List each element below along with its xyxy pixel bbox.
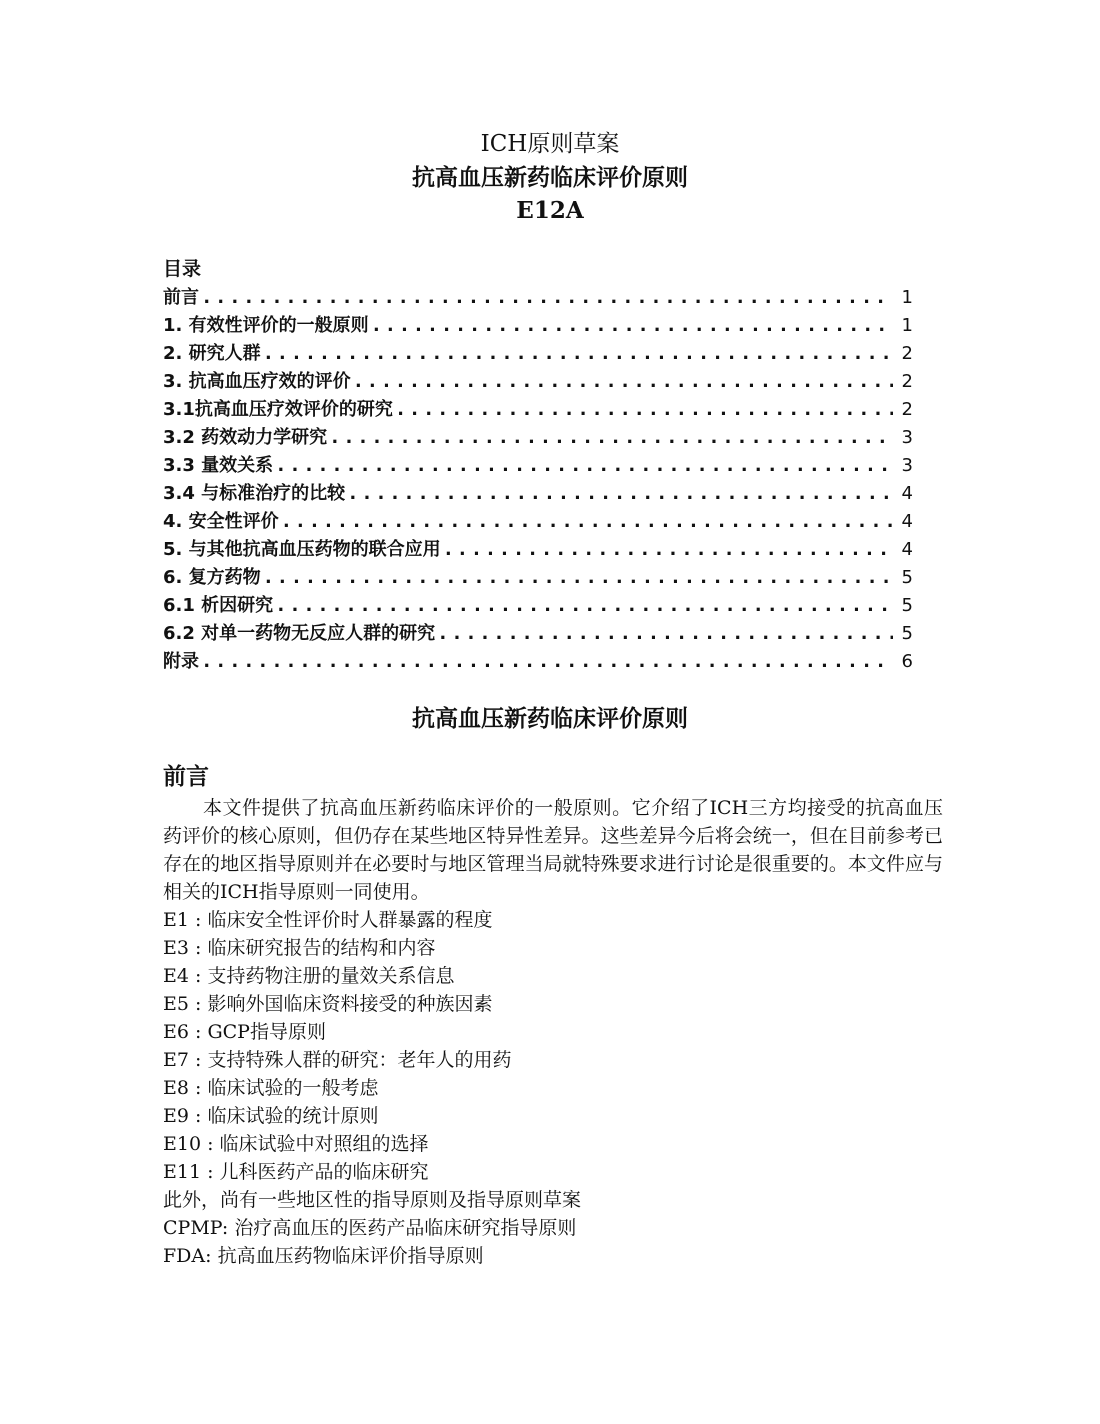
toc-entry-page: 1: [901, 315, 913, 336]
ref-separator: :: [188, 965, 208, 987]
ref-text: 抗高血压药物临床评价指导原则: [217, 1245, 484, 1267]
toc-entry[interactable]: [163, 395, 913, 423]
ich-reference-item: [163, 1102, 943, 1130]
regional-guideline-item: [163, 1242, 943, 1270]
toc-entry-page: 3: [901, 427, 913, 448]
toc-entry-page: 5: [901, 595, 913, 616]
ref-code: E10: [163, 1133, 202, 1155]
toc-entry[interactable]: [163, 647, 913, 675]
ref-code: E3: [163, 937, 189, 959]
toc-entry-label: 前言: [163, 287, 199, 308]
toc-entry-label: 附录: [163, 651, 199, 672]
ref-text: 支持特殊人群的研究：老年人的用药: [207, 1049, 512, 1071]
document-title: 抗高血压新药临床评价原则: [412, 164, 688, 191]
section-title: 抗高血压新药临床评价原则: [412, 705, 688, 732]
toc-entry-page: 1: [901, 287, 913, 308]
toc-leader-dots: [437, 619, 893, 647]
ref-separator: :: [188, 937, 208, 959]
preface-heading: 前言: [163, 763, 209, 790]
ich-reference-item: [163, 934, 943, 962]
toc-leader-dots: [275, 591, 893, 619]
toc-entry[interactable]: [163, 563, 913, 591]
toc-entry[interactable]: [163, 451, 913, 479]
ref-code: E11: [163, 1161, 202, 1183]
toc-entry[interactable]: [163, 339, 913, 367]
ich-reference-item: [163, 990, 943, 1018]
toc-entry[interactable]: [163, 591, 913, 619]
regional-guidelines-intro: 此外，尚有一些地区性的指导原则及指导原则草案: [163, 1189, 582, 1211]
toc-entry-label: 6. 复方药物: [163, 567, 261, 588]
toc-leader-dots: [371, 311, 893, 339]
ref-separator: :: [201, 1133, 220, 1155]
ref-text: 治疗高血压的医药产品临床研究指导原则: [234, 1217, 577, 1239]
toc-leader-dots: [395, 395, 893, 423]
toc-entry[interactable]: [163, 367, 913, 395]
ref-text: 临床研究报告的结构和内容: [207, 937, 436, 959]
ref-separator: :: [221, 1217, 235, 1239]
toc-entry-label: 4. 安全性评价: [163, 511, 279, 532]
ref-text: GCP指导原则: [207, 1021, 326, 1043]
toc-entry[interactable]: [163, 311, 913, 339]
ref-code: E5: [163, 993, 189, 1015]
toc-entry-label: 6.2 对单一药物无反应人群的研究: [163, 623, 436, 644]
toc-entry-page: 5: [901, 623, 913, 644]
toc-entry-page: 4: [901, 539, 913, 560]
ref-separator: :: [188, 1021, 208, 1043]
toc-leader-dots: [263, 563, 893, 591]
toc-entry-page: 2: [901, 371, 913, 392]
ref-separator: :: [205, 1245, 218, 1267]
regional-guideline-list: [163, 1214, 943, 1270]
toc-entry-label: 3. 抗高血压疗效的评价: [163, 371, 351, 392]
ref-separator: :: [188, 1049, 208, 1071]
ref-code: E8: [163, 1077, 189, 1099]
ich-reference-item: [163, 1018, 943, 1046]
preface-paragraph: 本文件提供了抗高血压新药临床评价的一般原则。它介绍了ICH三方均接受的抗高血压药评价的核心原则，但仍存在某些地区特异性差异。这些差异今后将会统一，但在目前参考已存在的地区指导原则并在必要时与地区管理当局就特殊要求进行讨论是很重要的。本文件应与相关的ICH指导原则一同使用。: [163, 797, 943, 903]
toc-entry-page: 5: [901, 567, 913, 588]
ref-code: E6: [163, 1021, 189, 1043]
toc-entry[interactable]: [163, 507, 913, 535]
toc-leader-dots: [443, 535, 893, 563]
ref-code: E1: [163, 909, 189, 931]
ich-reference-list: [163, 906, 943, 1186]
ref-code: E7: [163, 1049, 189, 1071]
document-category: ICH原则草案: [480, 131, 620, 157]
ref-text: 临床试验中对照组的选择: [219, 1133, 429, 1155]
toc-entry-page: 3: [901, 455, 913, 476]
ich-reference-item: [163, 906, 943, 934]
ref-code: E9: [163, 1105, 189, 1127]
regional-guideline-item: [163, 1214, 943, 1242]
toc-entry-label: 3.4 与标准治疗的比较: [163, 483, 346, 504]
preface-section: [163, 760, 943, 1270]
toc-leader-dots: [263, 339, 893, 367]
ref-code: FDA: [163, 1245, 206, 1267]
toc-leader-dots: [275, 451, 893, 479]
toc-leader-dots: [201, 283, 893, 311]
toc-entry[interactable]: [163, 283, 913, 311]
ref-separator: :: [188, 993, 208, 1015]
ref-separator: :: [188, 909, 208, 931]
toc-entry-page: 2: [901, 343, 913, 364]
ich-reference-item: [163, 1074, 943, 1102]
toc-entry-page: 6: [901, 651, 913, 672]
toc-entry[interactable]: [163, 479, 913, 507]
ref-separator: :: [201, 1161, 220, 1183]
toc-leader-dots: [347, 479, 893, 507]
ich-reference-item: [163, 1130, 943, 1158]
toc-entry[interactable]: [163, 535, 913, 563]
table-of-contents: [163, 255, 913, 675]
toc-entry[interactable]: [163, 619, 913, 647]
toc-entry-label: 3.2 药效动力学研究: [163, 427, 328, 448]
ref-text: 支持药物注册的量效关系信息: [207, 965, 455, 987]
toc-leader-dots: [329, 423, 893, 451]
toc-entry-page: 2: [901, 399, 913, 420]
toc-entry-page: 4: [901, 511, 913, 532]
document-title-block: [0, 128, 1100, 227]
ich-reference-item: [163, 1158, 943, 1186]
toc-entry-label: 2. 研究人群: [163, 343, 261, 364]
toc-heading: 目录: [163, 258, 202, 280]
document-code: E12A: [516, 197, 584, 224]
ref-text: 影响外国临床资料接受的种族因素: [207, 993, 493, 1015]
toc-entry[interactable]: [163, 423, 913, 451]
toc-entry-label: 3.1抗高血压疗效评价的研究: [163, 399, 393, 420]
toc-leader-dots: [353, 367, 893, 395]
toc-leader-dots: [281, 507, 893, 535]
ref-text: 临床试验的一般考虑: [207, 1077, 379, 1099]
ref-code: CPMP: [163, 1217, 222, 1239]
toc-entry-label: 5. 与其他抗高血压药物的联合应用: [163, 539, 441, 560]
ich-reference-item: [163, 1046, 943, 1074]
toc-entry-page: 4: [901, 483, 913, 504]
ref-separator: :: [188, 1077, 208, 1099]
ref-separator: :: [188, 1105, 208, 1127]
toc-entry-label: 6.1 析因研究: [163, 595, 274, 616]
toc-entry-label: 3.3 量效关系: [163, 455, 274, 476]
ref-text: 临床试验的统计原则: [207, 1105, 379, 1127]
ref-text: 儿科医药产品的临床研究: [219, 1161, 429, 1183]
toc-leader-dots: [201, 647, 893, 675]
toc-entry-label: 1. 有效性评价的一般原则: [163, 315, 369, 336]
ref-code: E4: [163, 965, 189, 987]
ref-text: 临床安全性评价时人群暴露的程度: [207, 909, 493, 931]
ich-reference-item: [163, 962, 943, 990]
